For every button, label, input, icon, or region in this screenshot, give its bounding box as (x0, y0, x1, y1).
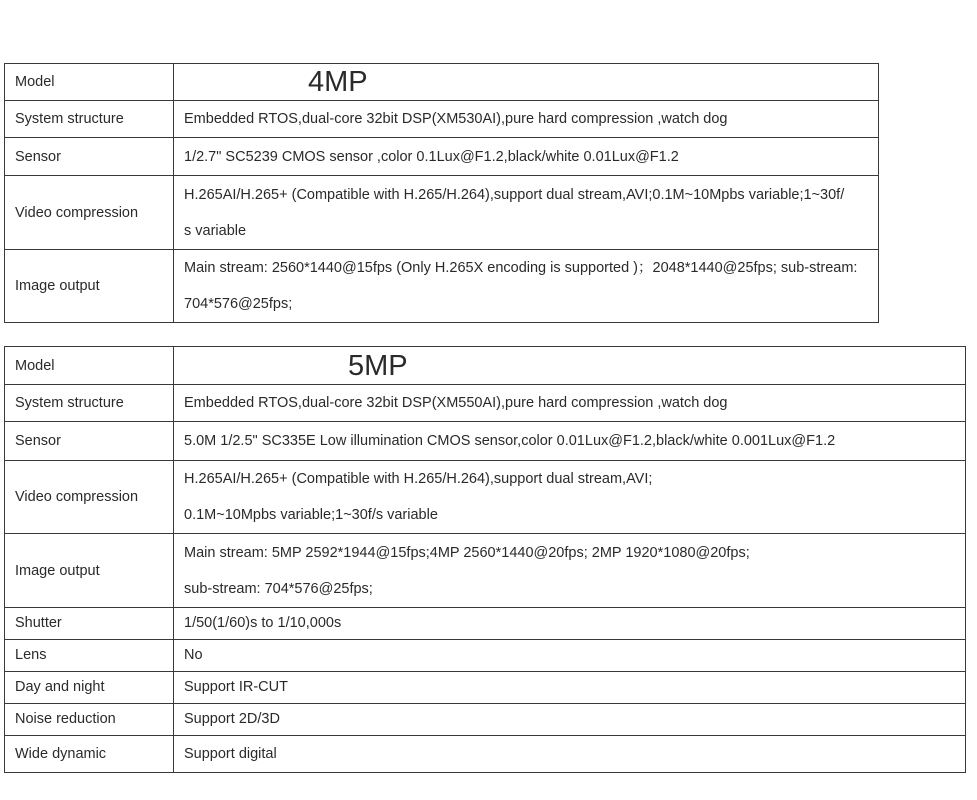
row-value-image-output (174, 250, 879, 323)
row-value-sensor: 5.0M 1/2.5" SC335E Low illumination CMOS sensor,color 0.01Lux@F1.2,black/white 0.001Lux@F1.2 (174, 422, 966, 461)
model-value: 5MP (174, 347, 966, 385)
row-label-model: Model (5, 64, 174, 101)
row-label-sensor: Sensor (5, 138, 174, 176)
table-row (5, 138, 879, 176)
table-row (5, 461, 966, 534)
table-row (5, 534, 966, 608)
row-label-day-and-night: Day and night (5, 672, 174, 704)
row-label-sensor: Sensor (5, 422, 174, 461)
table-row (5, 176, 879, 250)
value-line: sub-stream: 704*576@25fps; (184, 580, 373, 597)
value-line: 0.1M~10Mpbs variable;1~30f/s variable (184, 507, 438, 523)
row-label-system-structure: System structure (5, 101, 174, 138)
row-value-image-output (174, 534, 966, 608)
value-line: H.265AI/H.265+ (Compatible with H.265/H.264),support dual stream,AVI; (184, 471, 653, 487)
table-row (5, 608, 966, 640)
row-value-system-structure: Embedded RTOS,dual-core 32bit DSP(XM530AI),pure hard compression ,watch dog (174, 101, 879, 138)
row-value-day-and-night: Support IR-CUT (174, 672, 966, 704)
row-label-noise-reduction: Noise reduction (5, 704, 174, 736)
table-row (5, 672, 966, 704)
row-label-video-compression: Video compression (5, 176, 174, 250)
row-label-shutter: Shutter (5, 608, 174, 640)
row-value-noise-reduction: Support 2D/3D (174, 704, 966, 736)
value-line: s variable (184, 222, 247, 239)
table-row (5, 101, 879, 138)
table-row (5, 736, 966, 773)
value-line: Main stream: 5MP 2592*1944@15fps;4MP 2560*1440@20fps; 2MP 1920*1080@20fps; (184, 544, 750, 561)
value-line: Main stream: 2560*1440@15fps (Only H.265X encoding is supported )；2048*1440@25fps; sub-stream: (184, 260, 858, 276)
spec-table-4mp (4, 63, 879, 323)
value-line: H.265AI/H.265+ (Compatible with H.265/H.264),support dual stream,AVI;0.1M~10Mpbs variable;1~30f/ (184, 186, 845, 203)
table-row (5, 64, 879, 101)
table-row (5, 704, 966, 736)
row-value-video-compression (174, 461, 966, 534)
row-label-system-structure: System structure (5, 385, 174, 422)
spec-table-5mp (4, 346, 966, 773)
row-label-image-output: Image output (5, 534, 174, 608)
row-value-system-structure: Embedded RTOS,dual-core 32bit DSP(XM550AI),pure hard compression ,watch dog (174, 385, 966, 422)
table-row (5, 640, 966, 672)
row-value-wide-dynamic: Support digital (174, 736, 966, 773)
table-row (5, 385, 966, 422)
row-label-wide-dynamic: Wide dynamic (5, 736, 174, 773)
row-label-image-output: Image output (5, 250, 174, 323)
row-label-lens: Lens (5, 640, 174, 672)
row-value-video-compression (174, 176, 879, 250)
model-value: 4MP (174, 64, 879, 101)
row-value-shutter: 1/50(1/60)s to 1/10,000s (174, 608, 966, 640)
table-row (5, 347, 966, 385)
value-line: 704*576@25fps; (184, 296, 293, 312)
table-row (5, 250, 879, 323)
row-label-video-compression: Video compression (5, 461, 174, 534)
row-label-model: Model (5, 347, 174, 385)
table-row (5, 422, 966, 461)
row-value-lens: No (174, 640, 966, 672)
row-value-sensor: 1/2.7" SC5239 CMOS sensor ,color 0.1Lux@F1.2,black/white 0.01Lux@F1.2 (174, 138, 879, 176)
